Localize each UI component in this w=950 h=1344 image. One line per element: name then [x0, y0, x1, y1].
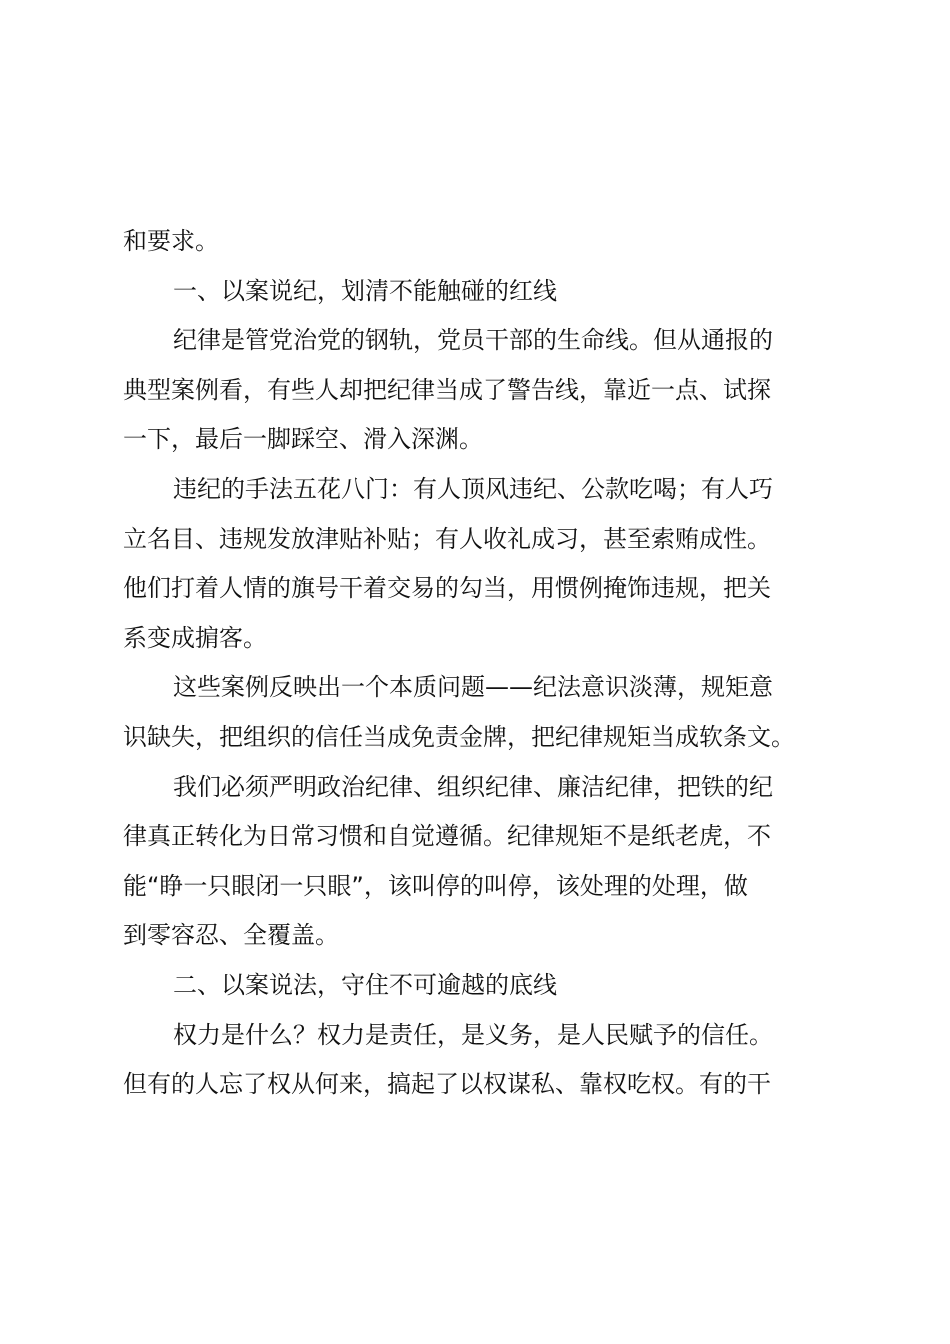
text-line: 一、以案说纪，划清不能触碰的红线 [173, 276, 557, 305]
text-line: 权力是什么？权力是责任，是义务，是人民赋予的信任。 [173, 1020, 773, 1049]
text-line: 纪律是管党治党的钢轨，党员干部的生命线。但从通报的 [173, 326, 773, 355]
text-line: 到零容忍、全覆盖。 [123, 921, 339, 950]
text-line: 识缺失，把组织的信任当成免责金牌，把纪律规矩当成软条文。 [123, 722, 795, 751]
text-line: 能“睁一只眼闭一只眼”，该叫停的叫停，该处理的处理，做 [123, 871, 748, 900]
document-body [123, 217, 823, 1110]
text-line: 律真正转化为日常习惯和自觉遵循。纪律规矩不是纸老虎，不 [123, 822, 771, 851]
text-line: 这些案例反映出一个本质问题——纪法意识淡薄，规矩意 [173, 673, 773, 702]
text-line: 违纪的手法五花八门：有人顶风违纪、公款吃喝；有人巧 [173, 474, 773, 503]
text-line: 一下，最后一脚踩空、滑入深渊。 [123, 425, 483, 454]
text-line: 立名目、违规发放津贴补贴；有人收礼成习，甚至索贿成性。 [123, 524, 771, 553]
text-line: 但有的人忘了权从何来，搞起了以权谋私、靠权吃权。有的干 [123, 1070, 771, 1099]
text-line: 我们必须严明政治纪律、组织纪律、廉洁纪律，把铁的纪 [173, 772, 773, 801]
text-line: 他们打着人情的旗号干着交易的勾当，用惯例掩饰违规，把关 [123, 574, 771, 603]
text-line: 和要求。 [123, 227, 219, 255]
text-line: 系变成掮客。 [123, 623, 267, 652]
text-line: 典型案例看，有些人却把纪律当成了警告线，靠近一点、试探 [123, 375, 771, 404]
text-line: 二、以案说法，守住不可逾越的底线 [173, 970, 557, 999]
